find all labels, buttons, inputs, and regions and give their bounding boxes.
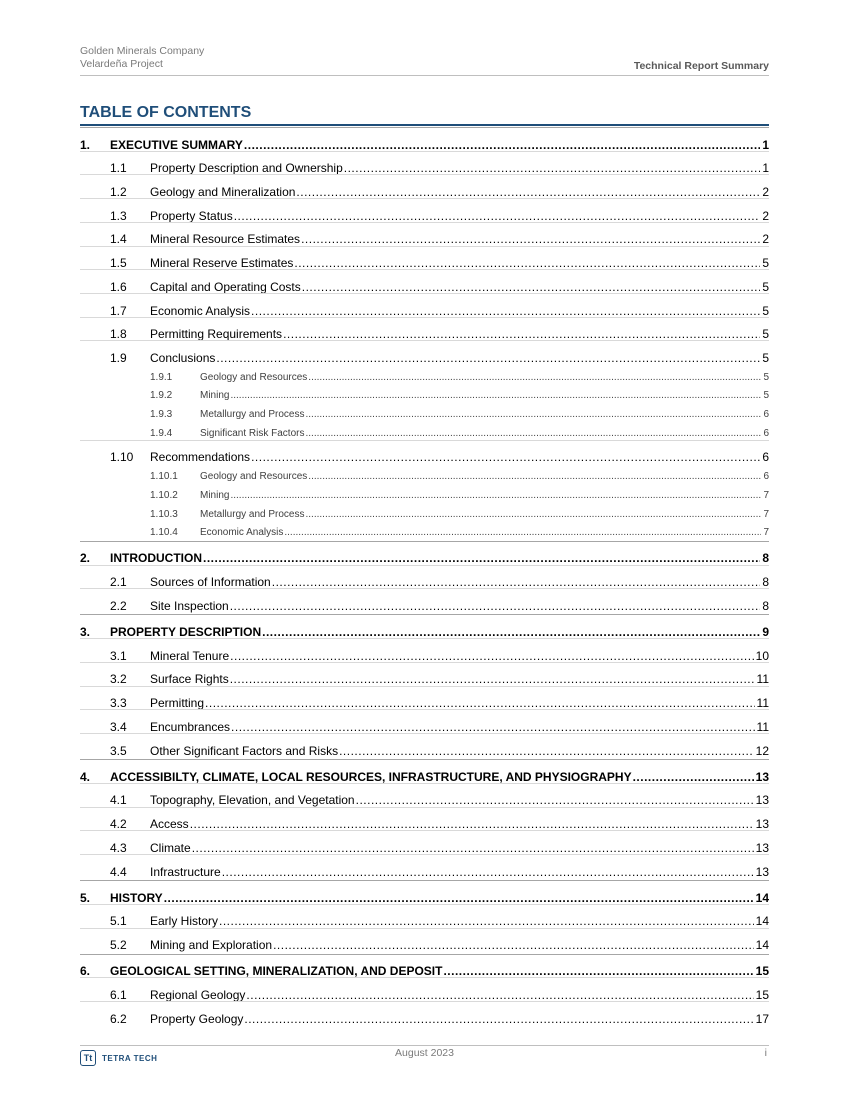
toc-entry-title: PROPERTY DESCRIPTION [110, 625, 262, 640]
project-name: Velardeña Project [80, 58, 163, 70]
toc-entry-page: 15 [755, 964, 769, 979]
toc-entry-number: 1.9.1 [150, 371, 173, 383]
toc-entry-title: GEOLOGICAL SETTING, MINERALIZATION, AND DEPOSIT [110, 964, 443, 979]
report-type: Technical Report Summary [633, 60, 769, 72]
toc-entry-leader [308, 471, 761, 482]
toc-entry-number: 1.8 [110, 327, 127, 342]
toc-entry-page: 2 [762, 208, 769, 223]
toc-entry-number: 1.10.1 [150, 471, 178, 483]
toc-entry-number: 1.10 [110, 450, 134, 465]
toc-entry-page: 13 [755, 769, 769, 784]
toc-entry[interactable] [80, 482, 769, 501]
toc-entry-leader [273, 938, 754, 952]
toc-entry-leader [356, 793, 754, 807]
toc-entry-leader [230, 599, 761, 613]
toc-title-divider [80, 124, 769, 126]
company-name: Golden Minerals Company [80, 45, 205, 57]
toc-entry-number: 3. [80, 625, 91, 640]
toc-entry-page: 5 [762, 327, 769, 342]
toc-entry[interactable] [80, 420, 769, 439]
toc-entry-title: Geology and Resources [200, 371, 308, 383]
toc-entry-title: Climate [150, 840, 191, 855]
toc-entry-page: 17 [755, 1011, 769, 1026]
toc-entry-page: 7 [763, 527, 769, 539]
toc-entry-leader [230, 649, 753, 663]
toc-entry-title: Geology and Mineralization [150, 185, 296, 200]
toc-entry-title: Access [150, 817, 189, 832]
toc-entry[interactable] [80, 830, 769, 855]
toc-entry-number: 6.2 [110, 1011, 127, 1026]
toc-entry[interactable] [80, 954, 769, 979]
toc-entry-page: 11 [756, 719, 769, 734]
toc-entry[interactable] [80, 293, 769, 318]
toc-entry-page: 5 [762, 279, 769, 294]
toc-entry-title: Significant Risk Factors [200, 427, 305, 439]
toc-entry[interactable] [80, 854, 769, 879]
toc-entry-leader [251, 450, 760, 464]
toc-entry-leader [306, 509, 762, 520]
toc-entry-page: 6 [763, 471, 769, 483]
toc-entry[interactable] [80, 501, 769, 520]
toc-entry-number: 6.1 [110, 988, 127, 1003]
toc-entry-number: 1.3 [110, 208, 127, 223]
toc-entry[interactable] [80, 440, 769, 465]
toc-entry[interactable] [80, 565, 769, 590]
toc-entry-title: Infrastructure [150, 864, 221, 879]
toc-entry-page: 2 [762, 232, 769, 247]
toc-entry[interactable] [80, 340, 769, 365]
toc-entry-page: 14 [755, 938, 769, 953]
toc-entry-leader [216, 351, 760, 365]
toc-entry-title: Mineral Tenure [150, 648, 230, 663]
footer-date: August 2023 [395, 1047, 454, 1059]
toc-entry-page: 5 [762, 303, 769, 318]
toc-entry-leader [244, 138, 760, 152]
toc-entry-page: 10 [755, 648, 769, 663]
toc-entry-number: 4.3 [110, 840, 127, 855]
toc-entry[interactable] [80, 733, 769, 758]
toc-entry-leader [231, 720, 754, 734]
toc-entry-title: Economic Analysis [200, 527, 284, 539]
toc-entry-number: 1.2 [110, 185, 127, 200]
toc-entry-page: 2 [762, 185, 769, 200]
toc-entry[interactable] [80, 686, 769, 711]
toc-entry-page: 5 [763, 371, 769, 383]
toc-entry[interactable] [80, 904, 769, 929]
toc-entry-page: 13 [755, 793, 769, 808]
tetra-tech-logo-icon: Tt [80, 1050, 96, 1066]
toc-entry-leader [251, 304, 760, 318]
toc-entry-page: 1 [762, 161, 769, 176]
toc-entry[interactable] [80, 127, 769, 152]
toc-entry[interactable] [80, 928, 769, 953]
toc-entry-title: Encumbrances [150, 719, 231, 734]
toc-entry-leader [190, 817, 754, 831]
toc-entry-title: Capital and Operating Costs [150, 279, 301, 294]
toc-entry[interactable] [80, 614, 769, 639]
toc-entry-leader [296, 185, 760, 199]
toc-entry-title: INTRODUCTION [110, 551, 202, 566]
toc-entry-number: 4.1 [110, 793, 127, 808]
toc-entry-title: Property Status [150, 208, 233, 223]
toc-entry-number: 4. [80, 769, 91, 784]
toc-entry[interactable] [80, 269, 769, 294]
toc-entry-number: 5.1 [110, 914, 127, 929]
toc-entry-title: Other Significant Factors and Risks [150, 743, 339, 758]
toc-entry[interactable] [80, 364, 769, 383]
toc-entry[interactable] [80, 638, 769, 663]
toc-entry[interactable] [80, 174, 769, 199]
toc-entry[interactable] [80, 709, 769, 734]
running-header [80, 45, 204, 71]
toc-entry-number: 4.2 [110, 817, 127, 832]
toc-entry-number: 1.9.4 [150, 427, 173, 439]
toc-entry[interactable] [80, 151, 769, 176]
toc-entry-page: 13 [755, 817, 769, 832]
toc-entry[interactable] [80, 783, 769, 808]
toc-entry-number: 3.5 [110, 743, 127, 758]
toc-entry-leader [284, 527, 761, 538]
toc-entry-leader [222, 865, 754, 879]
toc-entry-title: Early History [150, 914, 219, 929]
toc-entry[interactable] [80, 541, 769, 566]
toc-entry-page: 1 [762, 137, 769, 152]
toc-entry-number: 1.9.2 [150, 390, 173, 402]
toc-entry-title: Mineral Resource Estimates [150, 232, 301, 247]
toc-entry-title: Mining [200, 489, 230, 501]
toc-entry-title: ACCESSIBILTY, CLIMATE, LOCAL RESOURCES, INFRASTRUCTURE, AND PHYSIOGRAPHY [110, 769, 632, 784]
toc-entry-page: 13 [755, 864, 769, 879]
toc-entry[interactable] [80, 383, 769, 402]
toc-entry-leader [305, 428, 761, 439]
toc-entry-leader [234, 209, 761, 223]
toc-entry-title: Property Description and Ownership [150, 161, 343, 176]
toc-entry-number: 1.4 [110, 232, 127, 247]
toc-entry[interactable] [80, 198, 769, 223]
toc-entry[interactable] [80, 222, 769, 247]
toc-entry-number: 3.3 [110, 696, 127, 711]
toc-entry-title: Metallurgy and Process [200, 508, 305, 520]
toc-entry[interactable] [80, 246, 769, 271]
footer-page-number: i [764, 1047, 767, 1059]
toc-entry-number: 1.10.3 [150, 508, 178, 520]
toc-entry[interactable] [80, 662, 769, 687]
toc-entry-leader [192, 841, 754, 855]
toc-entry-number: 1. [80, 137, 91, 152]
toc-entry-page: 6 [763, 427, 769, 439]
toc-entry-leader [283, 327, 760, 341]
toc-entry-title: Permitting [150, 696, 205, 711]
toc-entry-page: 14 [755, 914, 769, 929]
toc-entry-leader [633, 770, 754, 784]
toc-entry-page: 5 [762, 256, 769, 271]
toc-entry-number: 1.10.4 [150, 527, 178, 539]
toc-entry-title: Surface Rights [150, 672, 229, 687]
toc-entry-leader [244, 1012, 753, 1026]
toc-entry[interactable] [80, 464, 769, 483]
toc-entry-number: 2.1 [110, 575, 127, 590]
toc-entry-title: Topography, Elevation, and Vegetation [150, 793, 355, 808]
toc-entry-page: 7 [763, 508, 769, 520]
toc-entry-number: 3.2 [110, 672, 127, 687]
toc-entry-page: 8 [762, 575, 769, 590]
toc-entry-title: Mineral Reserve Estimates [150, 256, 294, 271]
toc-entry-page: 11 [756, 672, 769, 687]
toc-entry-number: 4.4 [110, 864, 127, 879]
toc-entry-leader [272, 575, 761, 589]
toc-entry[interactable] [80, 807, 769, 832]
toc-entry[interactable] [80, 759, 769, 784]
toc-entry-page: 9 [762, 625, 769, 640]
header-divider [80, 75, 769, 76]
toc-entry-number: 1.6 [110, 279, 127, 294]
toc-entry-page: 11 [756, 696, 769, 711]
toc-entry-page: 8 [762, 551, 769, 566]
toc-entry-leader [294, 256, 760, 270]
toc-entry[interactable] [80, 588, 769, 613]
toc-entry-number: 1.10.2 [150, 489, 178, 501]
toc-entry-number: 2. [80, 551, 91, 566]
toc-entry[interactable] [80, 317, 769, 342]
toc-entry[interactable] [80, 977, 769, 1002]
toc-entry-number: 1.9 [110, 350, 127, 365]
toc-entry-number: 2.2 [110, 598, 127, 613]
toc-entry-leader [219, 914, 754, 928]
toc-entry-leader [164, 891, 754, 905]
toc-entry-leader [301, 232, 760, 246]
toc-entry-leader [230, 390, 761, 401]
toc-entry-leader [443, 964, 753, 978]
toc-entry-page: 13 [755, 840, 769, 855]
toc-entry[interactable] [80, 520, 769, 539]
toc-entry-title: Mining [200, 390, 230, 402]
toc-entry-leader [230, 490, 761, 501]
toc-entry-title: Conclusions [150, 350, 216, 365]
toc-entry-title: Permitting Requirements [150, 327, 283, 342]
toc-entry-page: 12 [755, 743, 769, 758]
toc-entry-title: Recommendations [150, 450, 251, 465]
toc-entry-leader [306, 409, 762, 420]
toc-entry-leader [339, 744, 754, 758]
toc-entry-title: Geology and Resources [200, 471, 308, 483]
toc-title: TABLE OF CONTENTS [80, 104, 252, 121]
toc-entry-number: 3.4 [110, 719, 127, 734]
toc-entry-number: 3.1 [110, 648, 127, 663]
toc-entry-leader [308, 372, 761, 383]
toc-entry-leader [246, 988, 753, 1002]
toc-entry-leader [230, 672, 755, 686]
toc-entry-page: 8 [762, 598, 769, 613]
toc-entry-page: 5 [762, 350, 769, 365]
toc-entry-page: 7 [763, 489, 769, 501]
toc-entry-page: 6 [763, 409, 769, 421]
toc-entry[interactable] [80, 880, 769, 905]
toc-entry[interactable] [80, 1001, 769, 1026]
toc-entry[interactable] [80, 401, 769, 420]
toc-entry-page: 5 [763, 390, 769, 402]
toc-entry-number: 1.9.3 [150, 409, 173, 421]
toc-entry-number: 1.7 [110, 303, 127, 318]
toc-entry-title: Sources of Information [150, 575, 271, 590]
toc-entry-title: Property Geology [150, 1011, 244, 1026]
footer-divider [80, 1045, 769, 1046]
toc-entry-number: 1.1 [110, 161, 127, 176]
toc-entry-title: HISTORY [110, 890, 163, 905]
toc-entry-page: 14 [755, 890, 769, 905]
toc-entry-title: Regional Geology [150, 988, 246, 1003]
toc-entry-title: Mining and Exploration [150, 938, 273, 953]
toc-entry-page: 15 [755, 988, 769, 1003]
toc-entry-number: 5. [80, 890, 91, 905]
toc-entry-title: EXECUTIVE SUMMARY [110, 137, 243, 152]
toc-entry-title: Economic Analysis [150, 303, 251, 318]
toc-entry-number: 1.5 [110, 256, 127, 271]
toc-entry-page: 6 [762, 450, 769, 465]
toc-entry-leader [203, 551, 760, 565]
toc-entry-leader [262, 625, 760, 639]
toc-entry-number: 6. [80, 964, 91, 979]
toc-entry-title: Site Inspection [150, 598, 229, 613]
toc-entry-number: 5.2 [110, 938, 127, 953]
toc-entry-leader [205, 696, 755, 710]
toc-entry-leader [302, 280, 761, 294]
toc-entry-title: Metallurgy and Process [200, 409, 305, 421]
toc-entry-leader [344, 161, 761, 175]
logo-text: TETRA TECH [102, 1053, 158, 1063]
